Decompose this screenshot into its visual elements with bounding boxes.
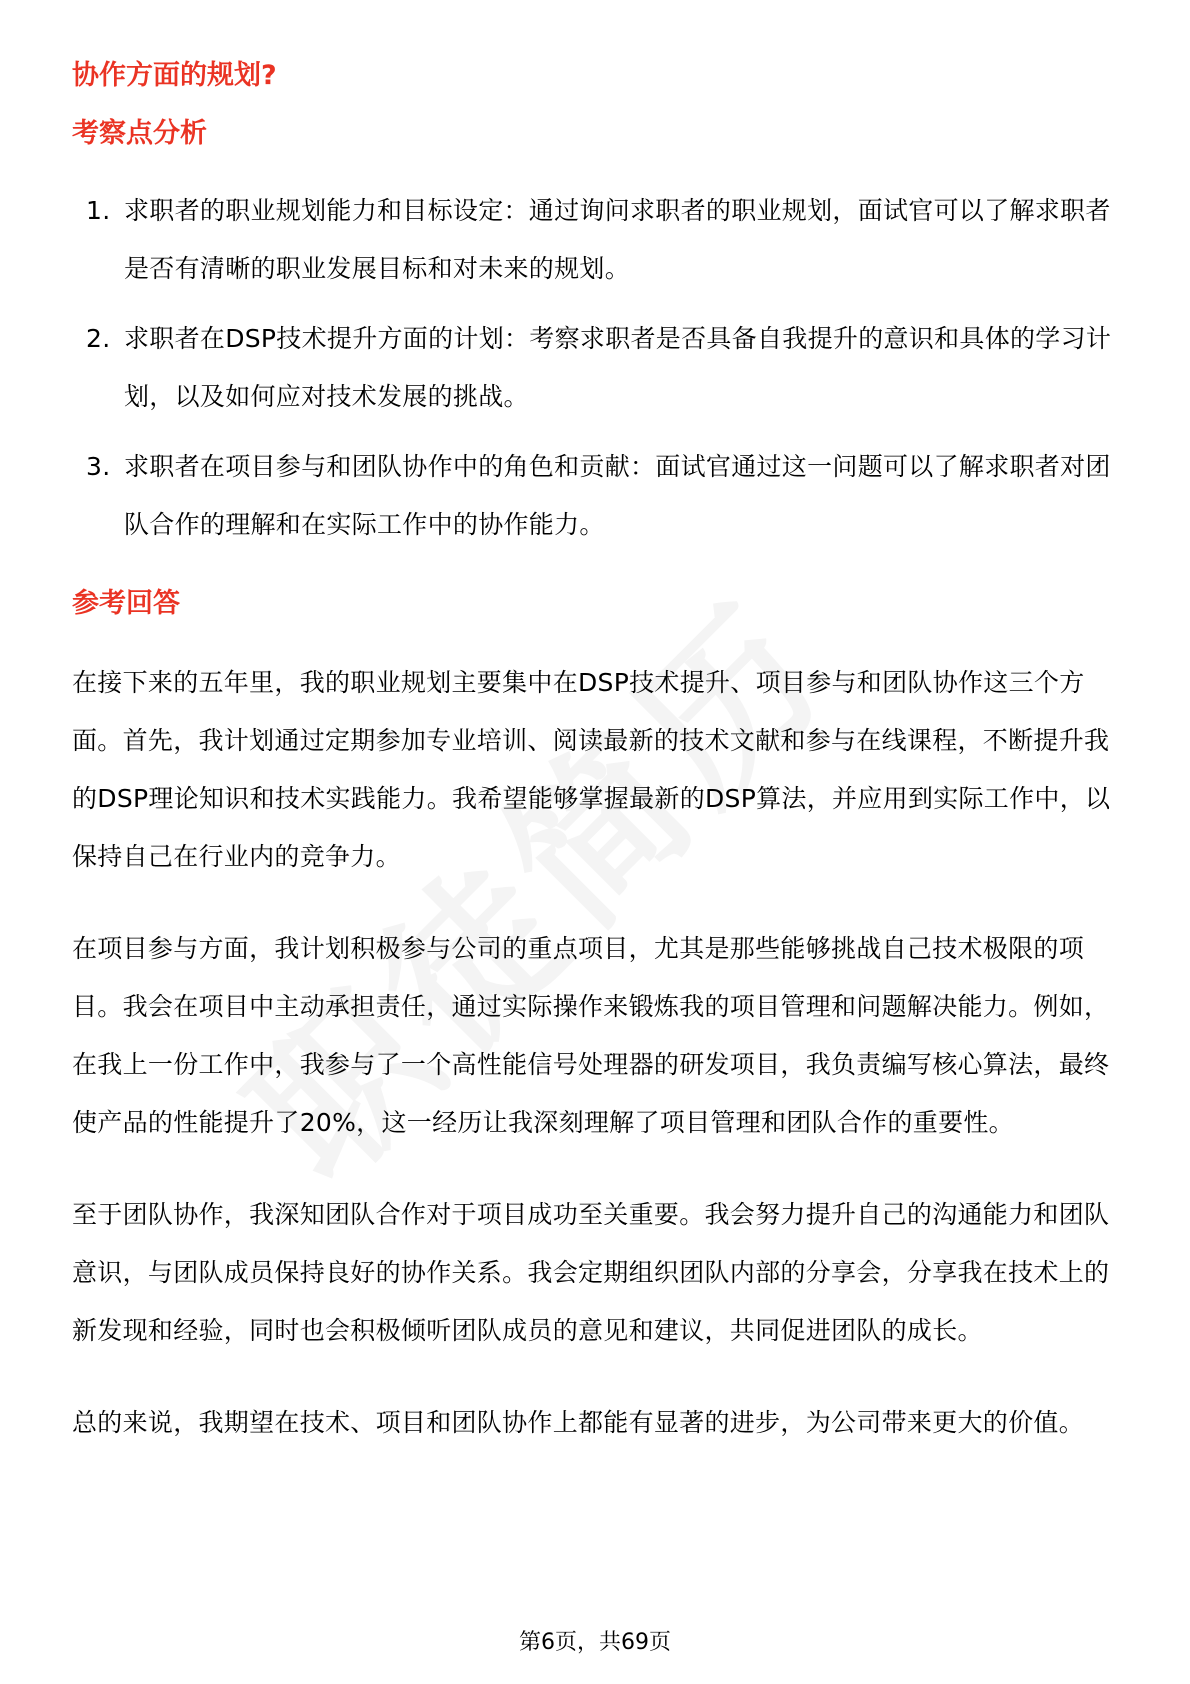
list-item: [72, 438, 1112, 554]
answer-paragraph: 总的来说，我期望在技术、项目和团队协作上都能有显著的进步，为公司带来更大的价值。: [72, 1408, 1085, 1437]
list-item-text: 求职者的职业规划能力和目标设定：通过询问求职者的职业规划，面试官可以了解求职者是否有清晰的职业发展目标和对未来的规划。: [124, 196, 1111, 283]
list-item-number: 1.: [86, 196, 111, 225]
analysis-heading: 考察点分析: [72, 118, 207, 149]
list-item-text: 求职者在DSP技术提升方面的计划：考察求职者是否具备自我提升的意识和具体的学习计划，以及如何应对技术发展的挑战。: [124, 324, 1112, 411]
page-footer: 第6页，共69页: [519, 1630, 671, 1655]
question-heading: 协作方面的规划?: [72, 60, 277, 91]
document-content: [72, 48, 1112, 1452]
analysis-list: [72, 182, 1112, 554]
answer-paragraph: 至于团队协作，我深知团队合作对于项目成功至关重要。我会努力提升自己的沟通能力和团队意识，与团队成员保持良好的协作关系。我会定期组织团队内部的分享会，分享我在技术上的新发现和经验，同时也会积极倾听团队成员的意见和建议，共同促进团队的成长。: [72, 1200, 1110, 1345]
list-item: [72, 182, 1112, 298]
list-item-text: 求职者在项目参与和团队协作中的角色和贡献：面试官通过这一问题可以了解求职者对团队合作的理解和在实际工作中的协作能力。: [124, 452, 1111, 539]
list-item-number: 3.: [86, 452, 111, 481]
list-item-number: 2.: [86, 324, 111, 353]
answer-heading: 参考回答: [72, 588, 180, 619]
answer-paragraph: 在项目参与方面，我计划积极参与公司的重点项目，尤其是那些能够挑战自己技术极限的项目。我会在项目中主动承担责任，通过实际操作来锻炼我的项目管理和问题解决能力。例如，在我上一份工作中，我参与了一个高性能信号处理器的研发项目，我负责编写核心算法，最终使产品的性能提升了20%，这一经历让我深刻理解了项目管理和团队合作的重要性。: [72, 934, 1110, 1137]
list-item: [72, 310, 1112, 426]
answer-paragraph: 在接下来的五年里，我的职业规划主要集中在DSP技术提升、项目参与和团队协作这三个方面。首先，我计划通过定期参加专业培训、阅读最新的技术文献和参与在线课程，不断提升我的DSP理论知识和技术实践能力。我希望能够掌握最新的DSP算法，并应用到实际工作中，以保持自己在行业内的竞争力。: [72, 668, 1111, 871]
